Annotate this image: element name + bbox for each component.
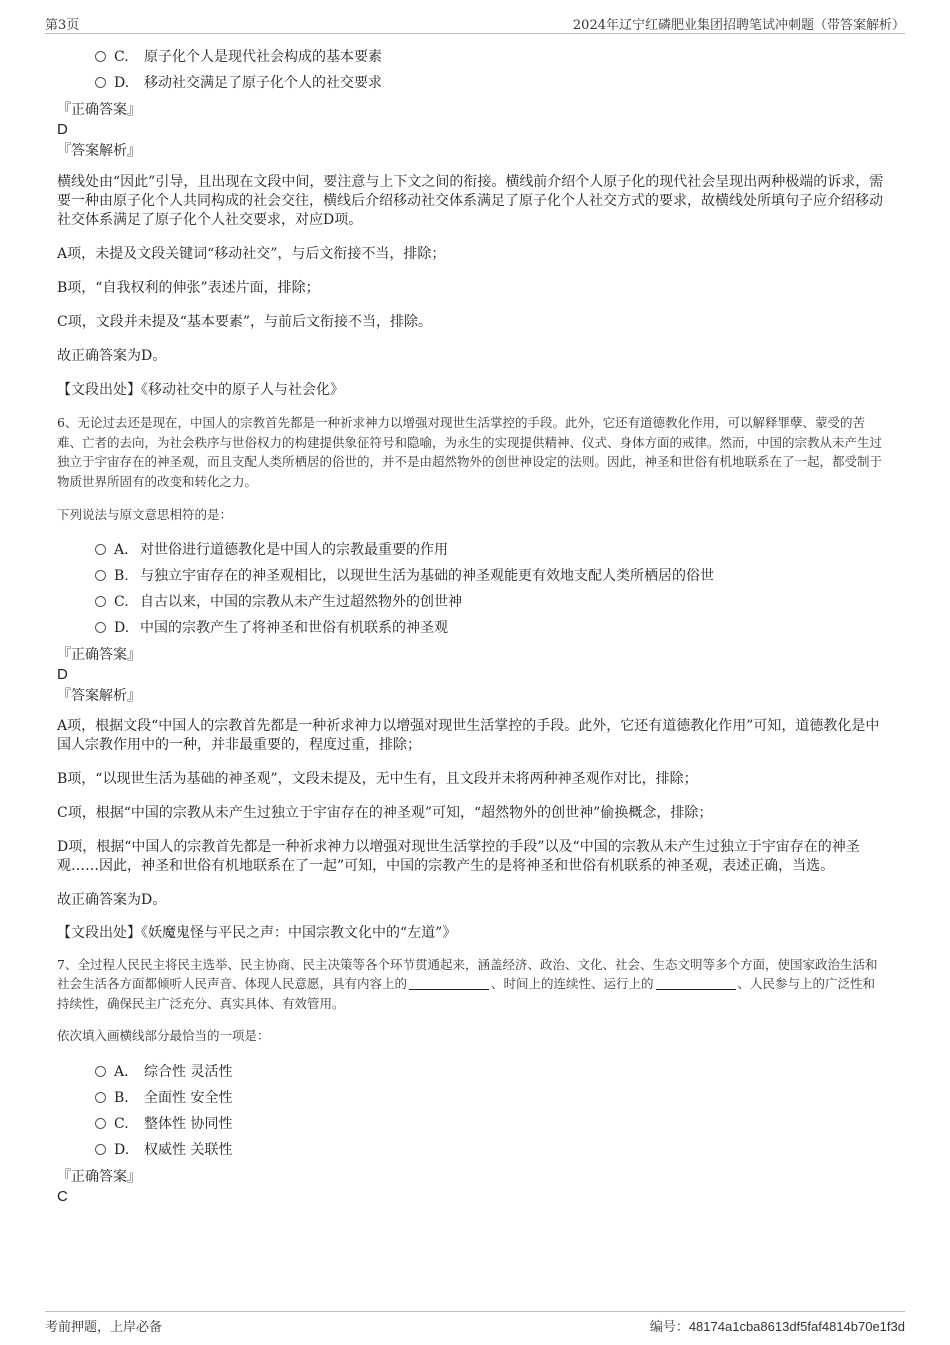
analysis-label: 『答案解析』 — [57, 143, 141, 159]
answer-value: D — [57, 665, 68, 683]
option-c[interactable]: C. 自古以来，中国的宗教从未产生过超然物外的创世神 — [95, 589, 887, 615]
answer-label: 『正确答案』 — [57, 1168, 141, 1185]
radio-icon[interactable] — [95, 1144, 106, 1155]
answer-value: D — [57, 121, 68, 138]
analysis-paragraph: A项，未提及文段关键词“移动社交”，与后文衔接不当，排除； — [57, 246, 446, 262]
question-prompt: 下列说法与原文意思相符的是： — [57, 507, 233, 522]
analysis-conclusion: 故正确答案为D。 — [57, 348, 167, 364]
option-c[interactable]: C. 原子化个人是现代社会构成的基本要素 — [95, 44, 887, 70]
question-stem: 6、无论过去还是现在，中国人的宗教首先都是一种祈求神力以增强对现世生活掌控的手段。此外，它还有道德教化作用，可以解释罪孽、蒙受的苦难、亡者的去向，为社会秩序与世俗权力的构建提供象征符号和隐喻，为永生的实现提供精神、仪式、身体方面的戒律。然而，中国的宗教从未产生过独立于宇宙存在的神圣观，而且支配人类所栖居的俗世的，并不是由超然物外的创世神设定的法则。因此，神圣和世俗有机地联系在了一起，都受制于物质世界所固有的改变和转化之力。 — [57, 415, 883, 489]
radio-icon[interactable] — [95, 1066, 106, 1077]
radio-icon[interactable] — [95, 1118, 106, 1129]
radio-icon[interactable] — [95, 51, 106, 62]
fill-blank — [409, 976, 489, 990]
source-citation: 【文段出处】《移动社交中的原子人与社会化》 — [57, 382, 344, 398]
question-prompt: 依次填入画横线部分最恰当的一项是： — [57, 1028, 270, 1043]
page-number: 第3页 — [45, 18, 80, 33]
radio-icon[interactable] — [95, 1092, 106, 1103]
question-stem: 7、全过程人民民主将民主选举、民主协商、民主决策等各个环节贯通起来，涵盖经济、政治、文化、社会、生态文明等多个方面，使国家政治生活和社会生活各方面都倾听人民声音、体现人民意愿，具有内容上的 、时间上的连续性、运行上的 、人民参与上的广泛性和持续性，确保民主广泛充分、真实具体、有效管用。 — [57, 956, 878, 1011]
document-code: 编号：48174a1cba8613df5faf4814b70e1f3d — [649, 1319, 905, 1335]
option-a[interactable]: A. 综合性 灵活性 — [95, 1059, 887, 1085]
option-a[interactable]: A. 对世俗进行道德教化是中国人的宗教最重要的作用 — [95, 537, 887, 563]
analysis-paragraph: C项，根据“中国的宗教从未产生过独立于宇宙存在的神圣观”可知，“超然物外的创世神”偷换概念，排除； — [57, 804, 713, 821]
q5-options — [57, 44, 887, 96]
radio-icon[interactable] — [95, 622, 106, 633]
analysis-paragraph: D项，根据“中国人的宗教首先都是一种祈求神力以增强对现世生活掌控的手段”以及“中国的宗教从未产生过独立于宇宙存在的神圣观……因此，神圣和世俗有机地联系在了一起”可知，中国的宗教产生的是将神圣和世俗有机联系的神圣观，表述正确，当选。 — [57, 838, 860, 874]
radio-icon[interactable] — [95, 596, 106, 607]
fill-blank — [656, 976, 736, 990]
document-title: 2024年辽宁红磷肥业集团招聘笔试冲刺题（带答案解析） — [572, 18, 905, 33]
page-header — [45, 14, 905, 34]
option-d[interactable]: D. 移动社交满足了原子化个人的社交要求 — [95, 70, 887, 96]
analysis-paragraph: 横线处由“因此”引导，且出现在文段中间，要注意与上下文之间的衔接。横线前介绍个人原子化的现代社会呈现出两种极端的诉求，需要一种由原子化个人共同构成的社会交往，横线后介绍移动社交体系满足了原子化个人社交方式的要求，故横线处所填句子应介绍移动社交体系满足了原子化个人社交要求，对应D项。 — [57, 174, 884, 228]
analysis-paragraph: C项，文段并未提及“基本要素”，与前后文衔接不当，排除。 — [57, 314, 433, 330]
radio-icon[interactable] — [95, 570, 106, 581]
q6-options — [57, 537, 887, 641]
footer-slogan: 考前押题，上岸必备 — [45, 1320, 163, 1335]
answer-label: 『正确答案』 — [57, 102, 141, 118]
radio-icon[interactable] — [95, 544, 106, 555]
analysis-conclusion: 故正确答案为D。 — [57, 891, 167, 908]
analysis-paragraph: A项，根据文段“中国人的宗教首先都是一种祈求神力以增强对现世生活掌控的手段。此外，它还有道德教化作用”可知，道德教化是中国人宗教作用中的一种，并非最重要的，程度过重，排除； — [57, 717, 880, 753]
source-citation: 【文段出处】《妖魔鬼怪与平民之声：中国宗教文化中的“左道”》 — [57, 924, 457, 941]
answer-label: 『正确答案』 — [57, 646, 141, 663]
page-footer — [45, 1311, 905, 1335]
radio-icon[interactable] — [95, 77, 106, 88]
analysis-paragraph: B项，“自我权利的伸张”表述片面，排除； — [57, 280, 320, 296]
analysis-paragraph: B项，“以现世生活为基础的神圣观”，文段未提及，无中生有，且文段并未将两种神圣观作对比，排除； — [57, 770, 698, 787]
option-c[interactable]: C. 整体性 协同性 — [95, 1111, 887, 1137]
analysis-label: 『答案解析』 — [57, 687, 141, 704]
document-content — [57, 44, 887, 1206]
option-d[interactable]: D. 中国的宗教产生了将神圣和世俗有机联系的神圣观 — [95, 615, 887, 641]
q7-options — [57, 1059, 887, 1163]
option-d[interactable]: D. 权威性 关联性 — [95, 1137, 887, 1163]
option-b[interactable]: B. 全面性 安全性 — [95, 1085, 887, 1111]
option-b[interactable]: B. 与独立宇宙存在的神圣观相比，以现世生活为基础的神圣观能更有效地支配人类所栖居的俗世 — [95, 563, 887, 589]
answer-value: C — [57, 1187, 68, 1205]
